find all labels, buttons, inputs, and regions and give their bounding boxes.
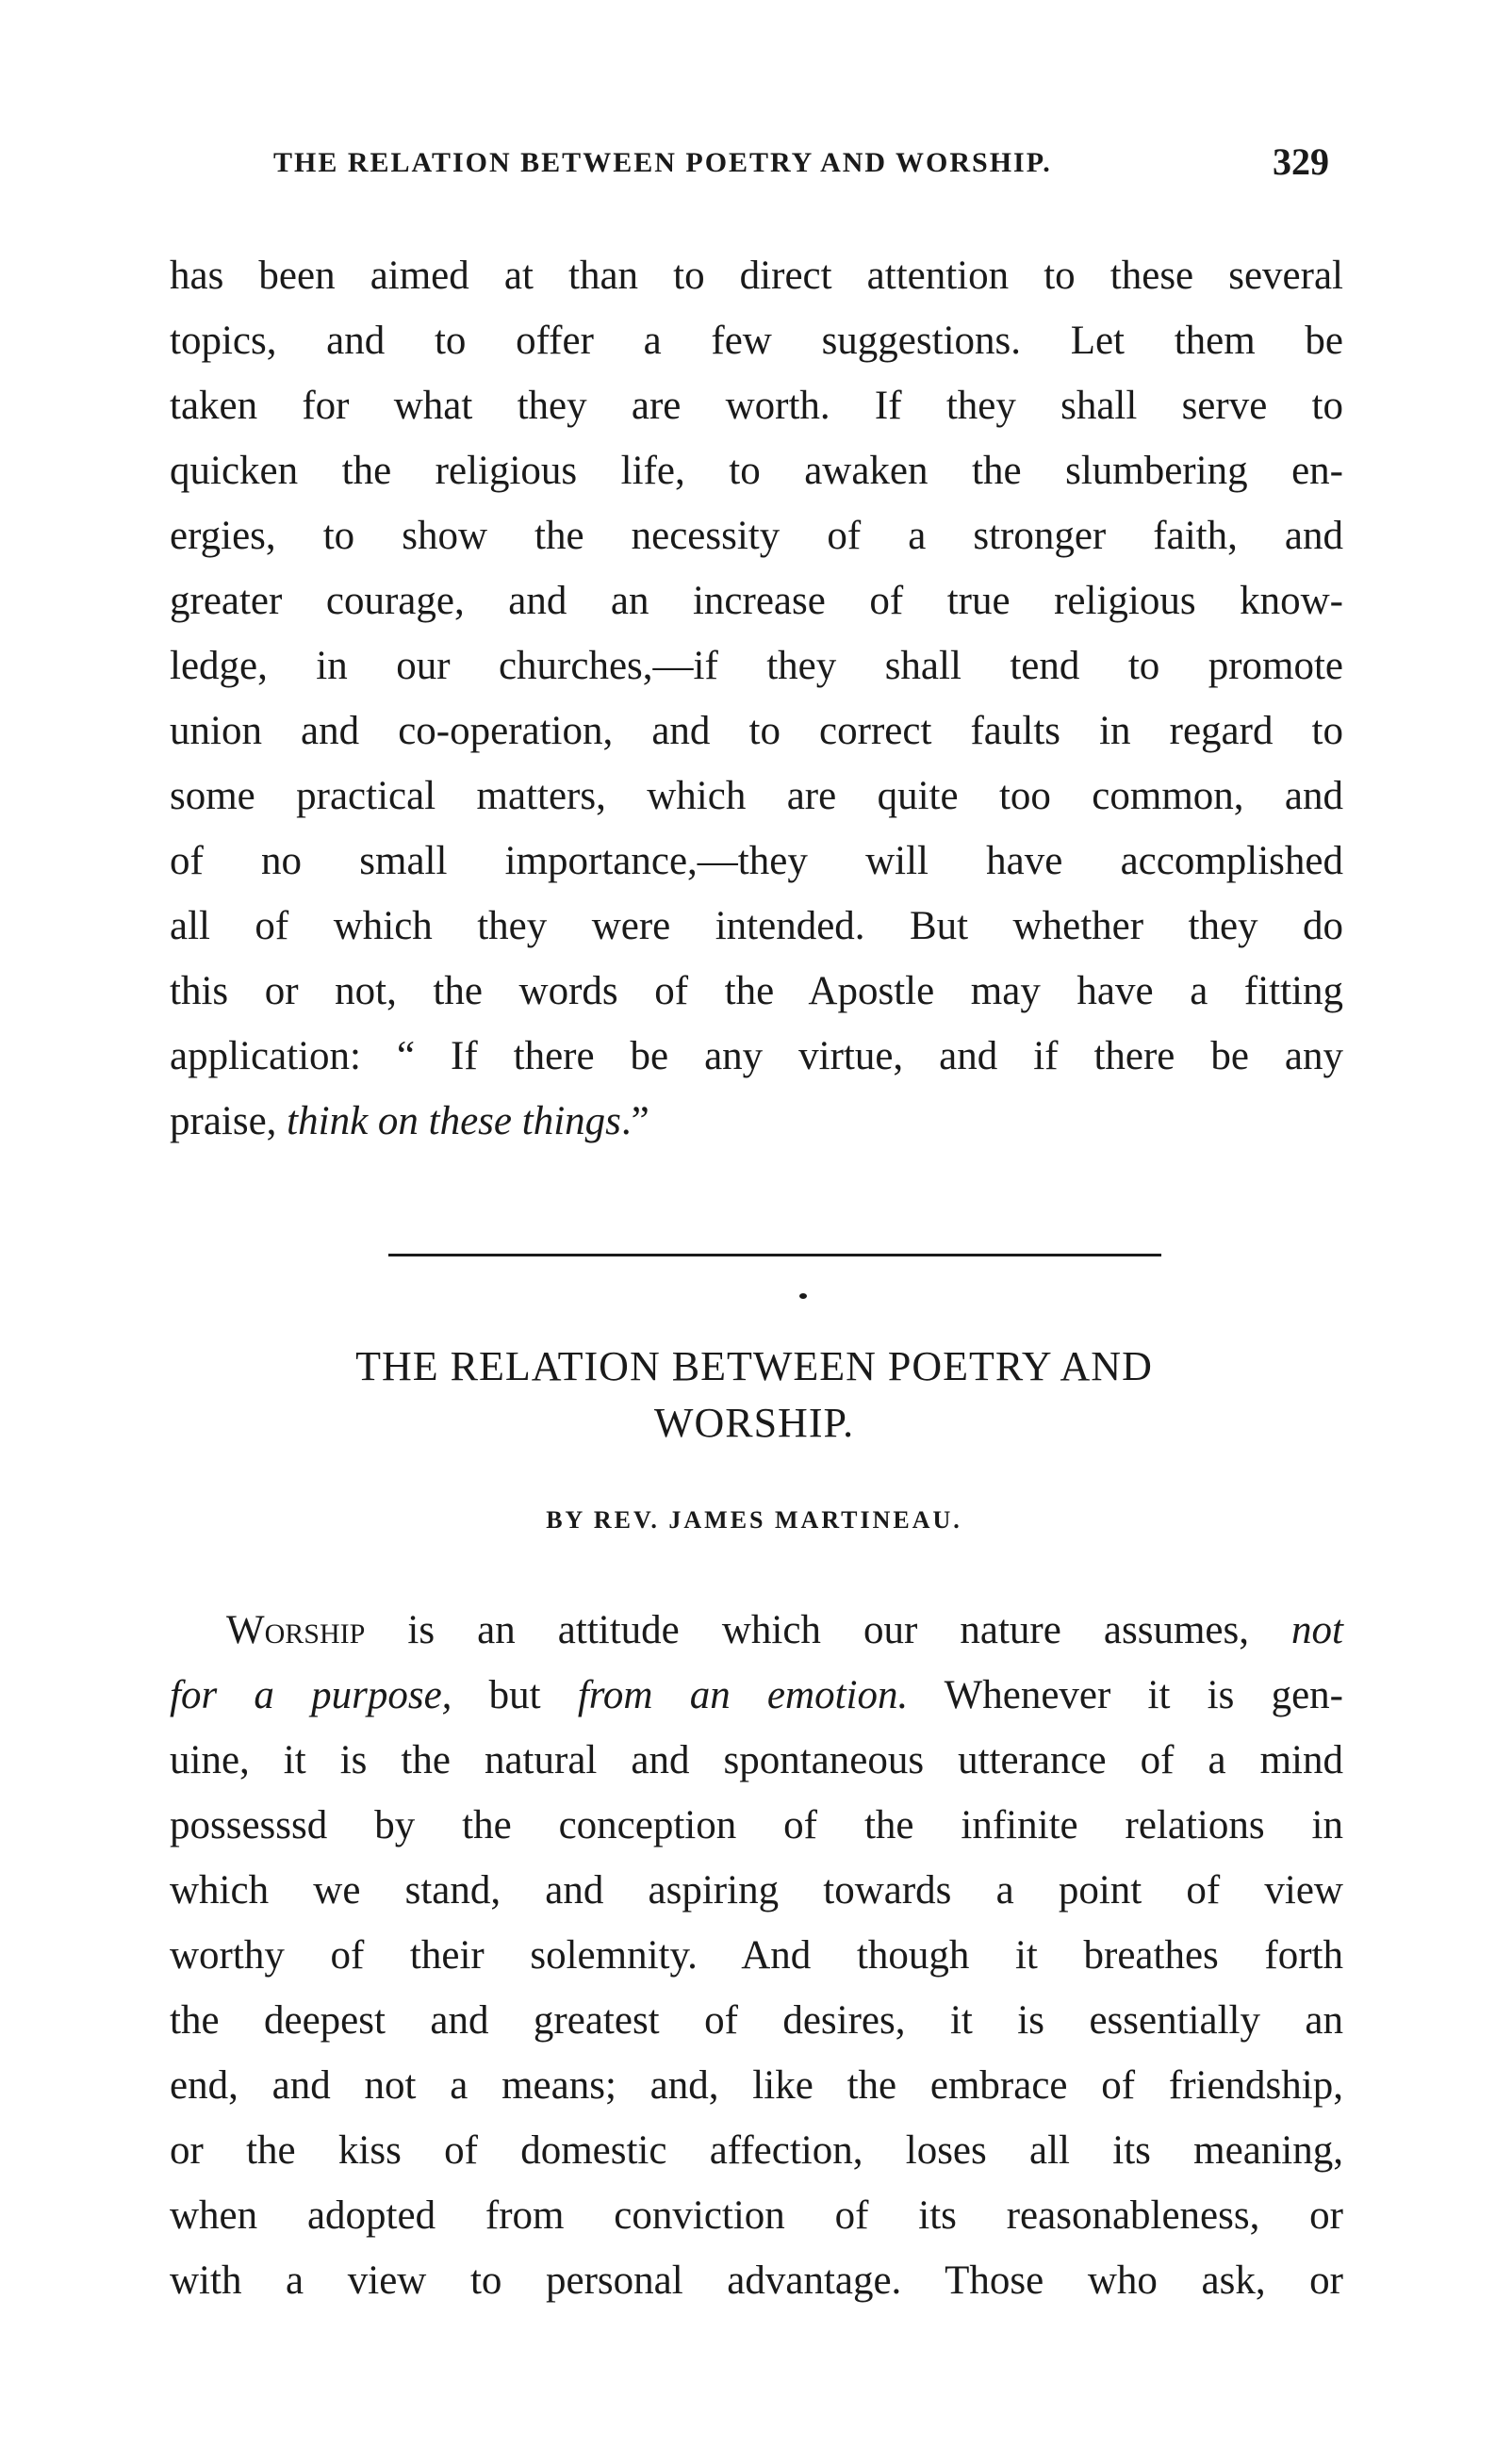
text-line: greater courage, and an increase of true religious know-	[170, 579, 1343, 623]
text-line: end, and not a means; and, like the embrace of friendship,	[170, 2063, 1343, 2108]
text-line: which we stand, and aspiring towards a point of view	[170, 1868, 1343, 1913]
article-title-line: WORSHIP.	[653, 1400, 855, 1446]
text-line: with a view to personal advantage. Those who ask, or	[170, 2258, 1343, 2303]
line-segment: Whenever it is gen-	[908, 1673, 1343, 1717]
text-line: ergies, to show the necessity of a stronger faith, and	[170, 514, 1343, 558]
line-segment-italic: not	[1291, 1608, 1343, 1652]
text-line: worthy of their solemnity. And though it breathes forth	[170, 1933, 1343, 1978]
text-line: uine, it is the natural and spontaneous utterance of a mind	[170, 1738, 1343, 1782]
text-line: the deepest and greatest of desires, it is essentially an	[170, 1998, 1343, 2043]
last-line-italic: think on these things	[287, 1099, 621, 1143]
line-segment: but	[452, 1673, 578, 1717]
text-line: topics, and to offer a few suggestions. Let them be	[170, 319, 1343, 363]
text-line: of no small importance,—they will have accomplished	[170, 839, 1343, 883]
text-line-first	[170, 1598, 1343, 1663]
text-line: this or not, the words of the Apostle may have a fitting	[170, 969, 1343, 1013]
text-line: possesssd by the conception of the infinite relations in	[170, 1803, 1343, 1847]
running-head	[273, 140, 1329, 196]
article-title	[189, 1338, 1320, 1452]
line-segment-italic: from an emotion.	[577, 1673, 909, 1717]
section-divider	[388, 1254, 1161, 1256]
text-line-last	[170, 1089, 1343, 1154]
text-line: ledge, in our churches,—if they shall tend to promote	[170, 644, 1343, 688]
text-line: quicken the religious life, to awaken the slumbering en-	[170, 449, 1343, 493]
divider-mark	[799, 1293, 807, 1299]
text-line: union and co-operation, and to correct faults in regard to	[170, 709, 1343, 753]
text-line: all of which they were intended. But whether they do	[170, 904, 1343, 948]
article-title-line: THE RELATION BETWEEN POETRY AND	[355, 1343, 1153, 1389]
page-number: 329	[1273, 140, 1329, 183]
last-line-end: .”	[620, 1099, 649, 1143]
text-line: some practical matters, which are quite too common, and	[170, 774, 1343, 818]
text-line: has been aimed at than to direct attention to these several	[170, 254, 1343, 298]
text-line: application: “ If there be any virtue, and if there be any	[170, 1034, 1343, 1078]
line-segment: is an attitude which our nature assumes,	[365, 1608, 1292, 1652]
first-word: Worship	[226, 1608, 366, 1652]
text-line: when adopted from conviction of its reasonableness, or	[170, 2193, 1343, 2238]
line-segment-italic: for a purpose,	[170, 1673, 452, 1717]
continuation-paragraph	[170, 243, 1343, 1154]
text-line: taken for what they are worth. If they shall serve to	[170, 384, 1343, 428]
running-title: THE RELATION BETWEEN POETRY AND WORSHIP.	[273, 147, 1052, 178]
article-byline: BY REV. JAMES MARTINEAU.	[546, 1506, 962, 1534]
text-line: or the kiss of domestic affection, loses all its meaning,	[170, 2128, 1343, 2173]
last-line-start: praise,	[170, 1099, 288, 1143]
article-paragraph	[170, 1598, 1343, 2313]
text-line	[170, 1663, 1343, 1728]
